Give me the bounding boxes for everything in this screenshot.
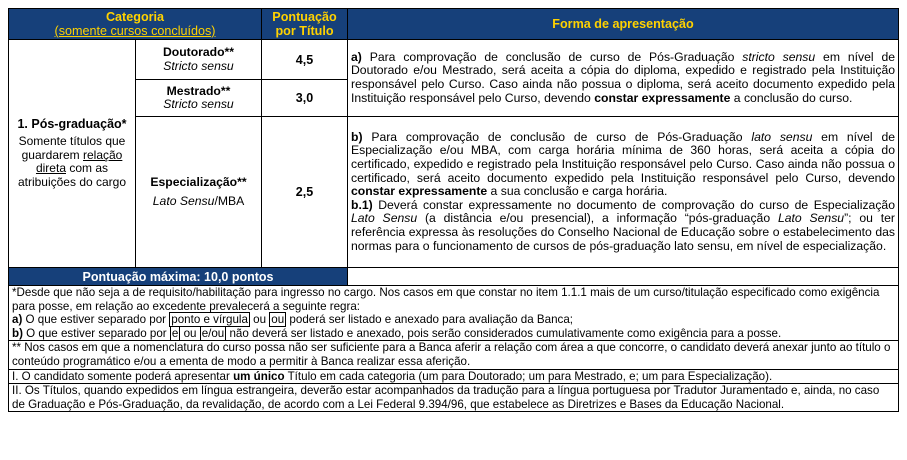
note-double-star: ** Nos casos em que a nomenclatura do curso possa não ser suficiente para a Banca aferir a relação com área a que concorre, o candidato deverá anexar junto ao título o conteúdo programático e/ou a ementa de modo a permitir à Banca realizar essa aferição. <box>9 341 899 369</box>
note-double-star-row <box>9 341 899 369</box>
desc-b-text: Para comprovação de conclusão de curso de Pós-Graduação <box>362 129 752 144</box>
note-i-text: I. O candidato somente poderá apresentar <box>12 369 234 383</box>
note-a-label: a) <box>12 313 23 327</box>
header-categoria-label: Categoria <box>105 10 165 24</box>
category-title: 1. Pós-graduação* <box>17 116 127 131</box>
desc-a-text: Para comprovação de conclusão de curso de Pós-Graduação <box>361 49 743 64</box>
note-i-text: Título em cada categoria (um para Doutorado; um para Mestrado, e; um para Especialização). <box>284 369 773 383</box>
degree-mestrado <box>136 80 262 117</box>
note-a-text: O que estiver separado por <box>22 313 170 327</box>
points-doutorado: 4,5 <box>262 40 348 80</box>
header-categoria-sub: (somente cursos concluídos) <box>54 24 216 38</box>
desc-a-italic: stricto sensu <box>742 49 816 64</box>
note-b-text: O que estiver separado por <box>22 326 170 340</box>
max-points-blank <box>348 268 899 286</box>
desc-a-label: a) <box>351 49 362 64</box>
note-i-row <box>9 369 899 384</box>
note-i <box>9 369 899 384</box>
row-doutorado <box>9 40 899 80</box>
note-b-boxed: e <box>171 326 179 340</box>
note-star-row <box>9 286 899 341</box>
note-a-text: ou <box>249 313 270 327</box>
degree-sub-rest: /MBA <box>214 194 245 208</box>
note-b-text: não deverá ser listado e anexado, pois serão considerados cumulativamente como exigência para a posse. <box>226 326 782 340</box>
row-especializacao <box>9 117 899 268</box>
desc-b-text: em nível de Especialização e/ou MBA, com carga horária mínima de 360 horas, será aceita a cópia do certificado, expedido e registrado pela Instituição responsável pelo Curso. Caso ainda não possua o certificado, será aceito documento expedido pela Instituição responsável pelo Curso, devendo <box>351 129 896 185</box>
desc-b-text: a sua conclusão e carga horária. <box>487 184 668 199</box>
note-ii: II. Os Títulos, quando expedidos em língua estrangeira, deverão estar acompanhados da tradução para a língua portuguesa por Tradutor Juramentado e, ainda, no caso de Graduação e Pós-Graduação, da revalidação, de acordo com a Lei Federal 9.394/96, que estabelece as Diretrizes e Bases da Educação Nacional. <box>9 384 899 412</box>
note-star-text: *Desde que não seja a de requisito/habilitação para ingresso no cargo. Nos casos em que constar no item 1.1.1 mais de um curso/titulação especificado como exigência para posse, em relação ao excedente prevalecerá a seguinte regra: <box>12 286 880 313</box>
desc-b-italic: lato sensu <box>751 129 813 144</box>
titles-table <box>8 8 899 412</box>
note-i-bold: um único <box>233 369 285 383</box>
header-forma: Forma de apresentação <box>348 9 899 40</box>
desc-stricto-sensu <box>348 40 899 117</box>
header-pontuacao <box>262 9 348 40</box>
degree-especializacao <box>136 117 262 268</box>
degree-sub: Stricto sensu <box>163 58 234 73</box>
note-b-label: b) <box>12 326 23 340</box>
desc-b-bold: constar expressamente <box>351 184 488 199</box>
degree-doutorado <box>136 40 262 80</box>
desc-b1-text: (a distância e/ou presencial), a informação “pós-graduação <box>417 211 778 226</box>
titles-table-container <box>8 8 898 412</box>
note-ii-row <box>9 384 899 412</box>
category-desc-pre: Somente títulos que guardarem <box>18 134 126 162</box>
degree-name: Mestrado** <box>166 83 231 98</box>
note-a-boxed: ou <box>271 313 285 327</box>
degree-sub: Stricto sensu <box>163 97 234 111</box>
desc-b1-italic: Lato Sensu <box>351 211 418 226</box>
desc-b1-label: b.1) <box>351 197 373 212</box>
degree-name: Doutorado** <box>162 45 235 59</box>
points-mestrado: 3,0 <box>262 80 348 117</box>
category-cell <box>9 40 136 268</box>
desc-b1-italic: Lato Sensu <box>777 211 845 226</box>
desc-a-bold: constar expressamente <box>594 90 731 105</box>
note-a-text: poderá ser listado e anexado para avaliação da Banca; <box>286 313 574 327</box>
desc-b1-text: Deverá constar expressamente no documento de comprovação do curso de Especialização <box>372 197 895 212</box>
category-desc-post: com as atribuições do cargo <box>17 161 127 189</box>
desc-a-text: em nível de Doutorado e/ou Mestrado, será aceita a cópia do diploma, expedido e registrado pela Instituição responsável pelo Curso. Caso ainda não possua o diploma, será aceito documento expedido pela Instituição responsável pelo Curso, devendo <box>351 49 896 105</box>
header-categoria <box>9 9 262 40</box>
note-star <box>9 286 899 341</box>
header-pontuacao-l1: Pontuação <box>272 10 337 24</box>
category-desc-underlined: relação direta <box>35 147 123 176</box>
degree-sub-italic: Lato Sensu <box>152 194 215 208</box>
desc-b1-text: ”; ou ter referência expressa às resoluções do Conselho Nacional de Educação sobre o estabelecimento das normas para o funcionamento de cursos de pós-graduação lato sensu, em nível de especialização. <box>351 211 895 253</box>
max-points-row <box>9 268 899 286</box>
note-b-text: ou <box>180 326 200 340</box>
header-row <box>9 9 899 40</box>
note-a-boxed: ponto e vírgula <box>171 313 248 327</box>
points-especializacao: 2,5 <box>262 117 348 268</box>
desc-lato-sensu <box>348 117 899 268</box>
header-pontuacao-l2: por Título <box>275 24 334 38</box>
max-points: Pontuação máxima: 10,0 pontos <box>9 268 348 286</box>
note-b-boxed: e/ou <box>201 326 225 340</box>
desc-a-text: a conclusão do curso. <box>730 90 853 105</box>
desc-b-label: b) <box>351 129 363 144</box>
degree-name: Especialização** <box>150 174 247 189</box>
